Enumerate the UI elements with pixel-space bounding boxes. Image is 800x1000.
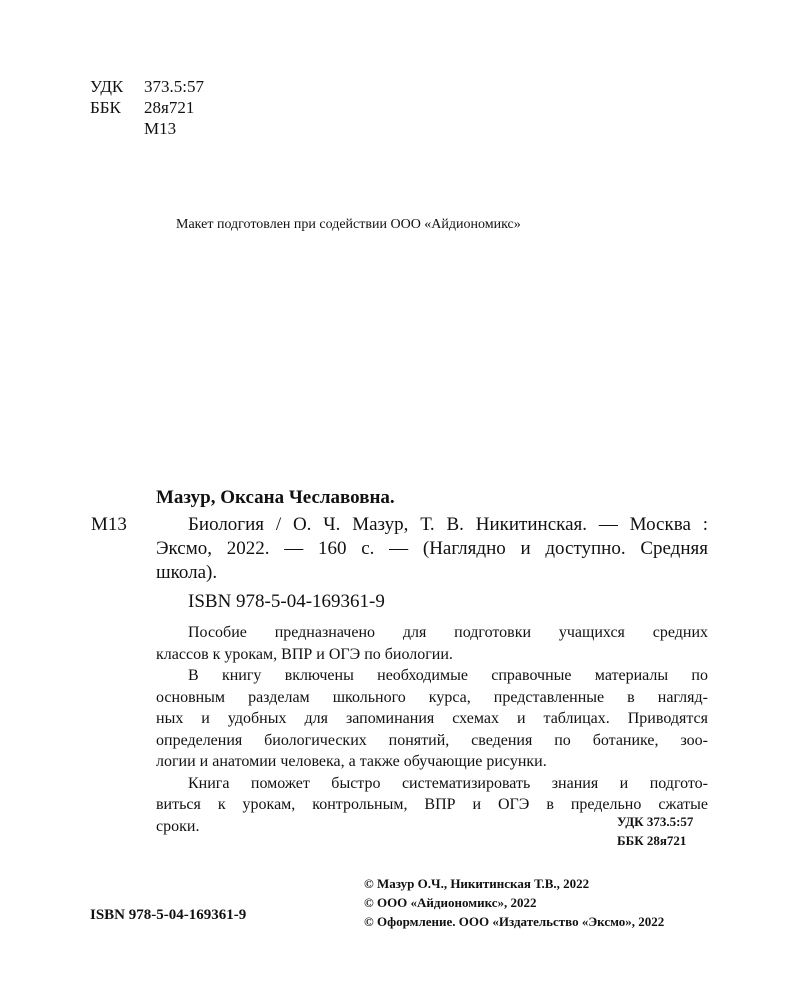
annotation-line: сроки. — [156, 817, 200, 835]
annotation-line: определения биологических понятий, сведения по ботанике, зоо- — [156, 731, 708, 749]
footer-udk: УДК 373.5:57 — [617, 814, 694, 829]
catalog-line-2: Эксмо, 2022. — 160 с. — (Наглядно и доступно. Средняя — [156, 538, 708, 559]
annotation — [156, 622, 708, 837]
copyright-line: © Оформление. ООО «Издательство «Эксмо», 2022 — [364, 914, 665, 929]
footer-isbn: ISBN 978-5-04-169361-9 — [90, 907, 247, 923]
author-mark: М13 — [144, 119, 177, 138]
annotation-p2 — [156, 665, 708, 773]
classification-block — [90, 76, 250, 142]
copyright-block — [364, 874, 664, 931]
catalog-line-3: школа). — [156, 562, 218, 583]
catalog-margin-mark: М13 — [91, 514, 127, 535]
catalog-author: Мазур, Оксана Чеславовна. — [156, 487, 395, 508]
udk-label: УДК — [90, 77, 124, 96]
annotation-line: логии и анатомии человека, а также обучающие рисунки. — [156, 753, 547, 770]
copyright-line: © ООО «Айдиономикс», 2022 — [364, 895, 537, 910]
layout-credit: Макет подготовлен при содействии ООО «Айдиономикс» — [176, 217, 521, 232]
annotation-line: классов к урокам, ВПР и ОГЭ по биологии. — [156, 645, 453, 663]
catalog-isbn: ISBN 978-5-04-169361-9 — [188, 591, 385, 612]
annotation-line: основным разделам школьного курса, представленные в нагляд- — [156, 688, 708, 706]
footer-classification — [617, 812, 693, 850]
bbk-value: 28я721 — [144, 98, 195, 117]
annotation-line: ных и удобных для запоминания схемах и таблицах. Приводятся — [156, 710, 708, 727]
footer-bbk: ББК 28я721 — [617, 833, 687, 848]
annotation-p1 — [156, 622, 708, 665]
catalog-description — [156, 513, 708, 585]
annotation-line: виться к урокам, контрольным, ВПР и ОГЭ в предельно сжатые — [156, 796, 708, 813]
annotation-line: Пособие предназначено для подготовки учащихся средних — [188, 624, 708, 641]
copyright-line: © Мазур О.Ч., Никитинская Т.В., 2022 — [364, 876, 590, 891]
annotation-line: В книгу включены необходимые справочные материалы по — [188, 667, 708, 684]
catalog-line-1: Биология / О. Ч. Мазур, Т. В. Никитинская. — Москва : — [188, 514, 708, 535]
bbk-label: ББК — [90, 98, 121, 117]
annotation-line: Книга поможет быстро систематизировать знания и подгото- — [188, 774, 708, 792]
udk-value: 373.5:57 — [144, 77, 204, 96]
